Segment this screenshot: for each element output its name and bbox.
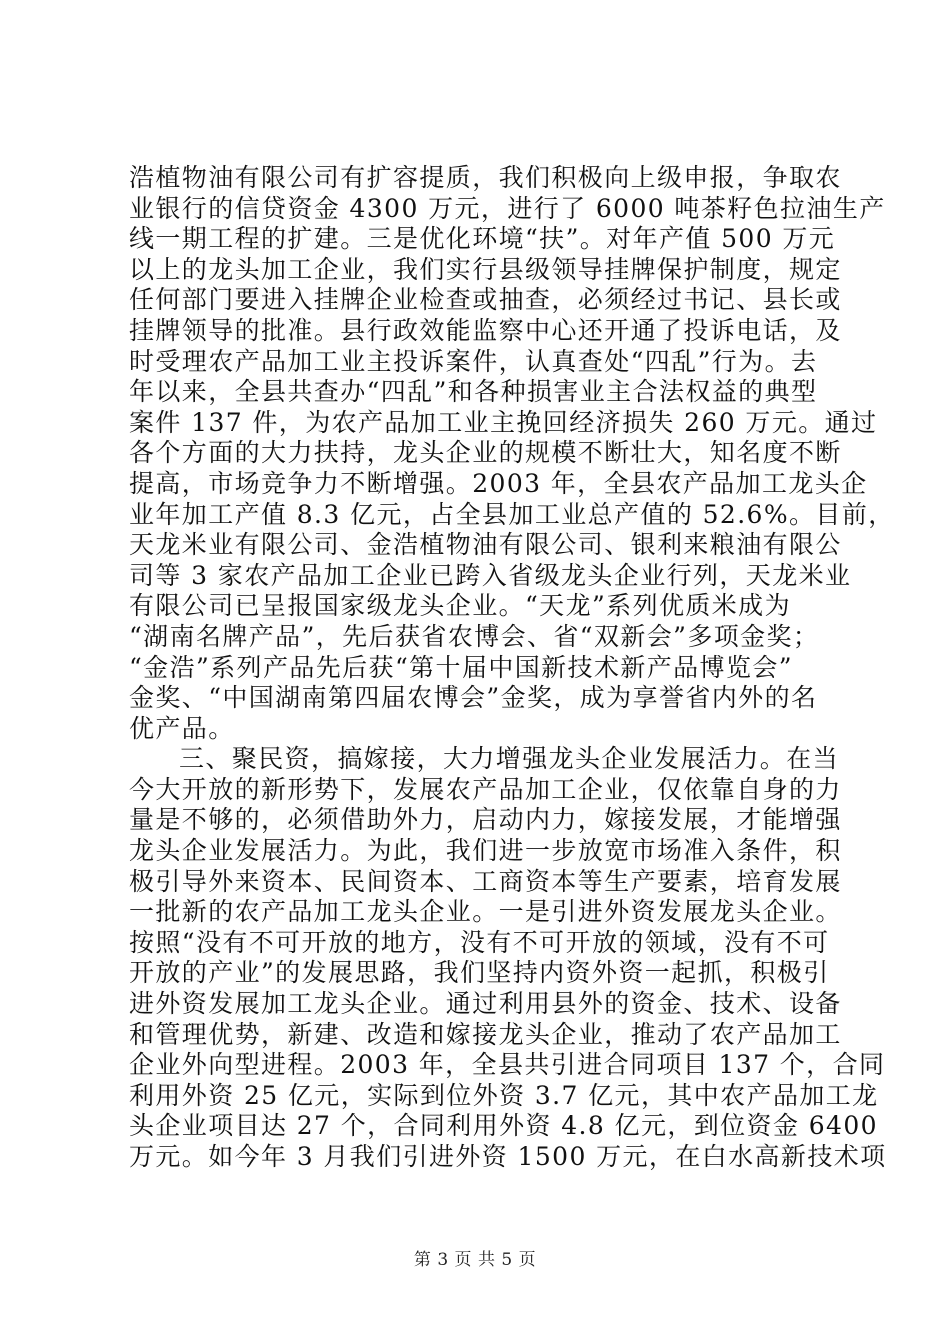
body-text	[129, 163, 895, 1173]
text-line: 年以来，全县共查办“四乱”和各种损害业主合法权益的典型	[129, 377, 818, 407]
text-line: 一批新的农产品加工龙头企业。一是引进外资发展龙头企业。	[129, 897, 842, 927]
text-line: 以上的龙头加工企业，我们实行县级领导挂牌保护制度，规定	[129, 254, 842, 284]
text-line: 今大开放的新形势下，发展农产品加工企业，仅依靠自身的力	[129, 774, 842, 804]
text-line: 头企业项目达 27 个，合同利用外资 4.8 亿元，到位资金 6400	[129, 1111, 878, 1141]
text-line: 业银行的信贷资金 4300 万元，进行了 6000 吨茶籽色拉油生产	[129, 193, 886, 223]
text-line: 金奖、“中国湖南第四届农博会”金奖，成为享誉省内外的名	[129, 683, 818, 713]
text-line: 优产品。	[129, 713, 235, 743]
text-line: 天龙米业有限公司、金浩植物油有限公司、银利来粮油有限公	[129, 530, 842, 560]
text-line: 案件 137 件，为农产品加工业主挽回经济损失 260 万元。通过	[129, 407, 878, 437]
text-line: 时受理农产品加工业主投诉案件，认真查处“四乱”行为。去	[129, 346, 818, 376]
paragraph-start-line: 三、聚民资，搞嫁接，大力增强龙头企业发展活力。在当	[179, 744, 840, 774]
text-line: 和管理优势，新建、改造和嫁接龙头企业，推动了农产品加工	[129, 1019, 842, 1049]
text-line: 挂牌领导的批准。县行政效能监察中心还开通了投诉电话，及	[129, 315, 842, 345]
text-line: 量是不够的，必须借助外力，启动内力，嫁接发展，才能增强	[129, 805, 842, 835]
text-line: “金浩”系列产品先后获“第十届中国新技术新产品博览会”	[129, 652, 793, 682]
text-line: “湖南名牌产品”，先后获省农博会、省“双新会”多项金奖；	[129, 621, 820, 651]
text-line: 万元。如今年 3 月我们引进外资 1500 万元，在白水高新技术项	[129, 1142, 887, 1171]
text-line: 开放的产业”的发展思路，我们坚持内资外资一起抓，积极引	[129, 958, 830, 988]
text-line: 业年加工产值 8.3 亿元，占全县加工业总产值的 52.6%。目前，	[129, 499, 895, 529]
text-line: 龙头企业发展活力。为此，我们进一步放宽市场准入条件，积	[129, 836, 842, 866]
text-line: 利用外资 25 亿元，实际到位外资 3.7 亿元，其中农产品加工龙	[129, 1080, 879, 1110]
text-line: 极引导外来资本、民间资本、工商资本等生产要素，培育发展	[129, 866, 842, 896]
text-line: 线一期工程的扩建。三是优化环境“扶”。对年产值 500 万元	[129, 224, 836, 254]
text-line: 任何部门要进入挂牌企业检查或抽查，必须经过书记、县长或	[129, 285, 842, 315]
text-line: 司等 3 家农产品加工企业已跨入省级龙头企业行列，天龙米业	[129, 560, 852, 590]
text-line: 各个方面的大力扶持，龙头企业的规模不断壮大，知名度不断	[129, 438, 842, 468]
text-line: 按照“没有不可开放的地方，没有不可开放的领域，没有不可	[129, 927, 830, 957]
text-line: 浩植物油有限公司有扩容提质，我们积极向上级申报，争取农	[129, 163, 842, 192]
text-line: 有限公司已呈报国家级龙头企业。“天龙”系列优质米成为	[129, 591, 791, 621]
text-line: 进外资发展加工龙头企业。通过利用县外的资金、技术、设备	[129, 989, 842, 1019]
page-number-footer: 第 3 页 共 5 页	[413, 1250, 537, 1270]
text-line: 企业外向型进程。2003 年，全县共引进合同项目 137 个，合同	[129, 1050, 886, 1080]
text-line: 提高，市场竞争力不断增强。2003 年，全县农产品加工龙头企	[129, 468, 868, 498]
